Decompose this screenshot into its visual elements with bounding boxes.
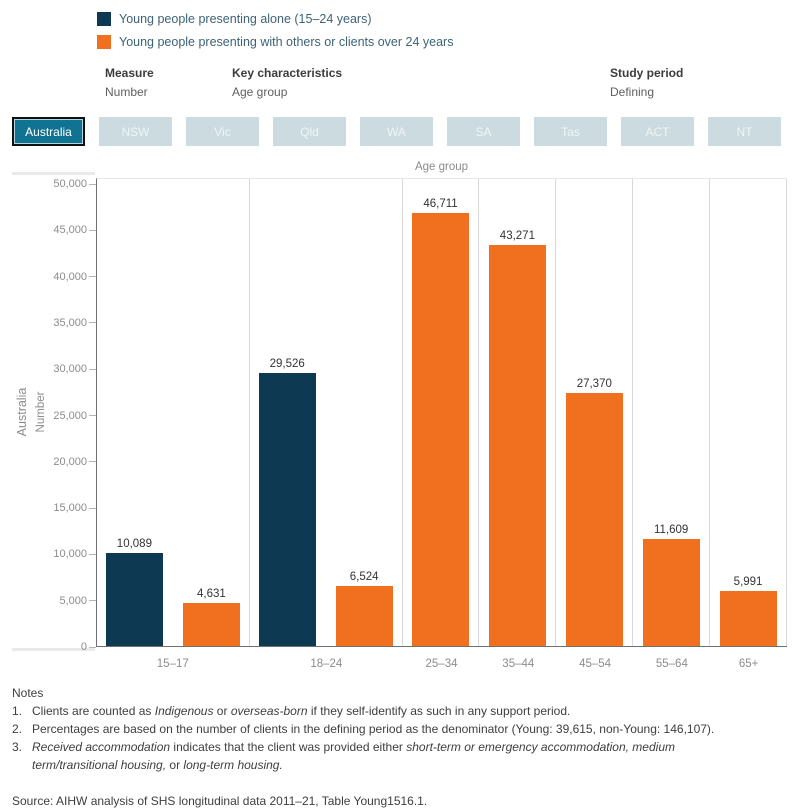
bar-value-label: 11,609 [654, 524, 689, 536]
note-text: Received accommodation indicates that the client was provided either short-term or emergency accommodation, medium term/transitional housing, or long-term housing. [32, 740, 675, 772]
bar-value-label: 43,271 [499, 230, 535, 242]
filter-study-period [610, 66, 683, 99]
tab-act[interactable]: ACT [621, 117, 694, 146]
notes-title: Notes [12, 686, 44, 700]
age-panel-55–64 [633, 179, 710, 646]
bar-value-label: 4,631 [197, 588, 226, 600]
bar-55–64[interactable] [643, 539, 700, 646]
note-1 [12, 702, 757, 720]
age-panel-35–44 [479, 179, 556, 646]
legend-item-presenting-with-others[interactable] [97, 35, 453, 49]
age-panel-15–17 [97, 179, 250, 646]
bar-group [412, 198, 469, 646]
filter-measure [105, 66, 154, 99]
y-tick-40,000: 40,000 [53, 271, 96, 283]
notes [12, 684, 757, 810]
note-number: 1. [12, 704, 23, 718]
filter-key-characteristics [232, 66, 342, 99]
tick-mark-icon [89, 461, 96, 462]
bar-value-label: 6,524 [349, 571, 379, 583]
filter-study-period-value: Defining [610, 85, 655, 99]
tab-nsw[interactable]: NSW [99, 117, 172, 146]
tab-tas[interactable]: Tas [534, 117, 607, 146]
filter-measure-value: Number [105, 85, 148, 99]
x-tick-55–64: 55–64 [655, 658, 688, 670]
note-2 [12, 720, 757, 738]
legend-label: Young people presenting alone (15–24 years) [119, 12, 372, 26]
tab-sa[interactable]: SA [447, 117, 520, 146]
y-tick-15,000: 15,000 [53, 502, 96, 514]
x-tick-45–54: 45–54 [579, 658, 612, 670]
bar-15–17[interactable] [183, 603, 240, 646]
legend-label: Young people presenting with others or clients over 24 years [119, 35, 454, 49]
bar-value-label: 29,526 [269, 358, 305, 370]
axis-measure-label: Number [35, 391, 47, 433]
bar-group [183, 588, 240, 646]
bar-35–44[interactable] [489, 245, 546, 646]
tab-australia[interactable]: Australia [12, 117, 85, 146]
tick-mark-icon [89, 322, 96, 323]
bar-group [259, 358, 316, 646]
note-number: 2. [12, 722, 23, 736]
tick-mark-icon [89, 508, 96, 509]
note-text: Clients are counted as Indigenous or overseas-born if they self-identify as such in any support period. [32, 704, 571, 718]
tab-wa[interactable]: WA [360, 117, 433, 146]
source-line: Source: AIHW analysis of SHS longitudinal data 2011–21, Table Young1516.1. [12, 794, 428, 808]
y-tick-45,000: 45,000 [53, 224, 96, 236]
bar-25–34[interactable] [412, 213, 469, 646]
filter-key-characteristics-value: Age group [232, 85, 288, 99]
note-text: Percentages are based on the number of clients in the defining period as the denominator (Young: 39,615, non-Young: 146,107). [32, 722, 715, 736]
tick-mark-icon [89, 369, 96, 370]
chart-title: Age group [414, 161, 469, 173]
note-3 [12, 738, 757, 774]
legend-item-presenting-alone[interactable] [97, 12, 453, 26]
tick-mark-icon [89, 647, 96, 648]
axis-header-divider-top [12, 172, 95, 175]
x-tick-18–24: 18–24 [310, 658, 343, 670]
filter-measure-title: Measure [105, 66, 154, 80]
y-tick-50,000: 50,000 [53, 178, 96, 190]
legend [97, 12, 453, 58]
x-axis-labels [96, 648, 787, 670]
bar-group [720, 576, 777, 646]
bar-value-label: 27,370 [576, 378, 612, 390]
y-tick-30,000: 30,000 [53, 363, 96, 375]
bar-value-label: 5,991 [733, 576, 763, 588]
y-tick-25,000: 25,000 [53, 410, 96, 422]
bar-group [643, 524, 700, 646]
age-panel-65+ [710, 179, 787, 646]
filter-key-characteristics-title: Key characteristics [232, 66, 343, 80]
filter-study-period-title: Study period [610, 66, 684, 80]
y-tick-10,000: 10,000 [53, 548, 96, 560]
state-tabs [12, 117, 781, 146]
row-label-australia: Australia [15, 387, 29, 437]
tick-mark-icon [89, 230, 96, 231]
note-number: 3. [12, 740, 23, 754]
bar-18–24[interactable] [259, 373, 316, 646]
bar-15–17[interactable] [106, 553, 163, 646]
tick-mark-icon [89, 184, 96, 185]
age-panel-18–24 [250, 179, 403, 646]
legend-swatch-presenting-with-others-icon [97, 35, 111, 49]
bar-value-label: 46,711 [423, 198, 458, 210]
tab-qld[interactable]: Qld [273, 117, 346, 146]
bar-18–24[interactable] [336, 586, 393, 646]
tab-vic[interactable]: Vic [186, 117, 259, 146]
tick-mark-icon [89, 554, 96, 555]
y-axis [0, 178, 96, 653]
y-tick-0: 0 [81, 641, 96, 653]
y-tick-35,000: 35,000 [53, 317, 96, 329]
bar-group [106, 538, 163, 646]
x-tick-65+: 65+ [738, 658, 759, 670]
bar-value-label: 10,089 [116, 538, 152, 550]
y-tick-20,000: 20,000 [53, 456, 96, 468]
tick-mark-icon [89, 276, 96, 277]
x-tick-35–44: 35–44 [502, 658, 535, 670]
x-tick-25–34: 25–34 [425, 658, 458, 670]
age-panel-45–54 [556, 179, 633, 646]
age-panel-25–34 [403, 179, 480, 646]
tick-mark-icon [89, 415, 96, 416]
bar-group [489, 230, 546, 646]
tick-mark-icon [89, 600, 96, 601]
legend-swatch-presenting-alone-icon [97, 12, 111, 26]
y-tick-5,000: 5,000 [59, 595, 96, 607]
plot-area [96, 178, 787, 647]
bar-65+[interactable] [720, 591, 777, 646]
bar-group [566, 378, 623, 646]
bar-45–54[interactable] [566, 393, 623, 646]
x-tick-15–17: 15–17 [156, 658, 189, 670]
tab-nt[interactable]: NT [708, 117, 781, 146]
bar-group [336, 571, 393, 646]
